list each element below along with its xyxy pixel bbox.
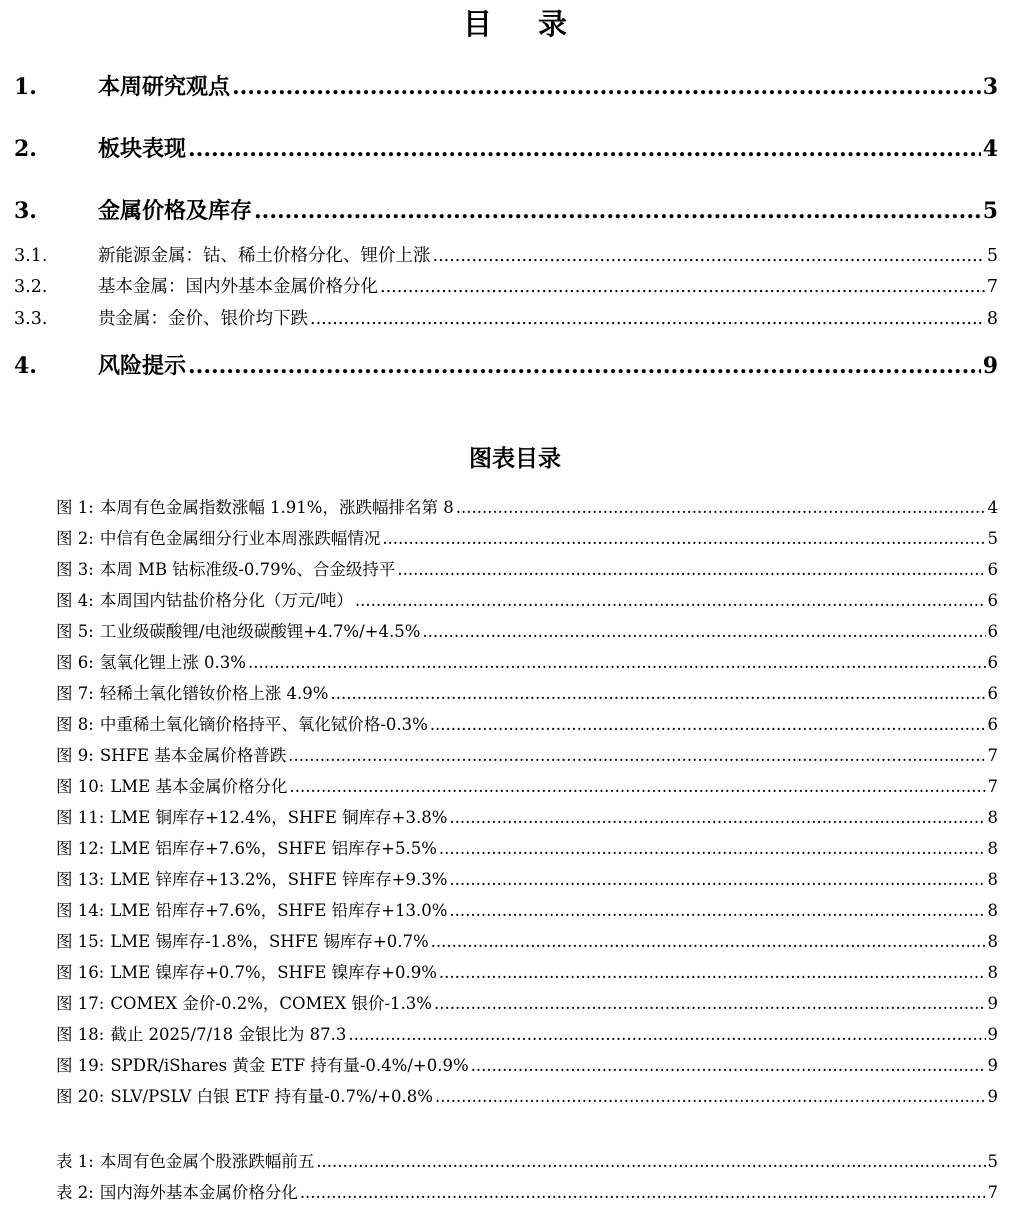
toc-subentry[interactable] <box>14 242 998 267</box>
figure-entry[interactable] <box>56 928 998 952</box>
figure-caption: 氢氧化锂上涨 0.3% <box>99 653 246 672</box>
toc-entry[interactable] <box>14 132 998 163</box>
dot-leader <box>439 839 986 858</box>
table-page: 5 <box>987 1152 998 1171</box>
table-page: 7 <box>987 1183 998 1202</box>
toc-entry-text: 金属价格及库存 <box>98 198 253 224</box>
figure-caption: 工业级碳酸锂/电池级碳酸锂+4.7%/+4.5% <box>99 622 421 641</box>
figure-entry[interactable] <box>56 866 998 890</box>
table-caption: 本周有色金属个股涨跌幅前五 <box>99 1152 315 1171</box>
figure-entry[interactable] <box>56 835 998 859</box>
figure-caption: 轻稀土氧化镨钕价格上涨 4.9% <box>99 684 329 703</box>
figure-number: 图 2: <box>56 529 94 548</box>
figure-entry[interactable] <box>56 494 998 518</box>
figure-caption: LME 铝库存+7.6%，SHFE 铝库存+5.5% <box>110 839 437 858</box>
dot-leader <box>382 529 985 548</box>
toc-entry[interactable] <box>14 70 998 101</box>
figure-caption: 本周 MB 钴标准级-0.79%、合金级持平 <box>99 560 396 579</box>
figure-page: 6 <box>987 715 998 734</box>
table-entry[interactable] <box>56 1179 998 1203</box>
toc-title: 目 录 <box>462 7 586 41</box>
figure-entry[interactable] <box>56 742 998 766</box>
figure-caption: LME 基本金属价格分化 <box>110 777 288 796</box>
figure-page: 9 <box>987 1025 998 1044</box>
figure-number: 图 7: <box>56 684 94 703</box>
dot-leader <box>456 498 986 517</box>
dot-leader <box>316 1152 985 1171</box>
figure-number: 图 5: <box>56 622 94 641</box>
dot-leader <box>431 932 986 951</box>
figure-entry[interactable] <box>56 959 998 983</box>
figure-page: 7 <box>987 746 998 765</box>
toc-subentry[interactable] <box>14 273 998 298</box>
figure-entry[interactable] <box>56 525 998 549</box>
figure-entry[interactable] <box>56 711 998 735</box>
toc-entry-number: 3. <box>14 198 37 224</box>
toc-subentry[interactable] <box>14 305 998 330</box>
toc-entry-number: 1. <box>14 74 37 100</box>
figure-caption: LME 锌库存+13.2%，SHFE 锌库存+9.3% <box>110 870 448 889</box>
figure-page: 8 <box>987 870 998 889</box>
toc-entry-number: 4. <box>14 353 37 379</box>
toc-entry-text: 贵金属：金价、银价均下跌 <box>98 309 308 329</box>
dot-leader <box>188 353 981 379</box>
figure-number: 图 16: <box>56 963 105 982</box>
figure-entry[interactable] <box>56 556 998 580</box>
toc-entry-number: 3.1. <box>14 246 48 266</box>
figure-number: 图 15: <box>56 932 105 951</box>
figure-page: 9 <box>987 1056 998 1075</box>
figure-caption: SHFE 基本金属价格普跌 <box>99 746 287 765</box>
figure-caption: 中重稀土氧化镝价格持平、氧化铽价格-0.3% <box>99 715 428 734</box>
toc-entry-text: 本周研究观点 <box>98 74 231 100</box>
figure-page: 7 <box>987 777 998 796</box>
dot-leader <box>355 591 986 610</box>
figure-caption: 本周有色金属指数涨幅 1.91%，涨跌幅排名第 8 <box>99 498 454 517</box>
figure-caption: SPDR/iShares 黄金 ETF 持有量-0.4%/+0.9% <box>110 1056 469 1075</box>
dot-leader <box>471 1056 986 1075</box>
figure-entry[interactable] <box>56 773 998 797</box>
figure-page: 4 <box>987 498 998 517</box>
figures-list-title: 图表目录 <box>469 445 561 472</box>
figure-page: 8 <box>987 932 998 951</box>
figure-page: 6 <box>987 684 998 703</box>
toc-entry-page: 4 <box>982 136 998 162</box>
figure-page: 6 <box>987 591 998 610</box>
dot-leader <box>449 870 985 889</box>
figure-number: 图 4: <box>56 591 94 610</box>
figure-page: 6 <box>987 622 998 641</box>
figure-caption: LME 锡库存-1.8%，SHFE 锡库存+0.7% <box>110 932 429 951</box>
toc-entry-page: 5 <box>982 198 998 224</box>
table-entry[interactable] <box>56 1148 998 1172</box>
figure-number: 图 18: <box>56 1025 105 1044</box>
toc-entry-page: 3 <box>982 74 998 100</box>
figure-page: 8 <box>987 808 998 827</box>
dot-leader <box>449 901 985 920</box>
figure-entry[interactable] <box>56 680 998 704</box>
figure-caption: SLV/PSLV 白银 ETF 持有量-0.7%/+0.8% <box>110 1087 433 1106</box>
dot-leader <box>289 777 985 796</box>
toc-entry-text: 板块表现 <box>98 136 187 162</box>
toc-entry-number: 3.3. <box>14 309 48 329</box>
dot-leader <box>300 1183 986 1202</box>
toc-entry-number: 3.2. <box>14 277 48 297</box>
figure-entry[interactable] <box>56 804 998 828</box>
toc-entry-text: 新能源金属：钴、稀土价格分化、锂价上涨 <box>98 246 431 266</box>
figure-page: 8 <box>987 963 998 982</box>
dot-leader <box>330 684 985 703</box>
figure-number: 图 1: <box>56 498 94 517</box>
toc-entry-number: 2. <box>14 136 37 162</box>
figure-caption: 本周国内钴盐价格分化（万元/吨） <box>99 591 353 610</box>
toc-entry[interactable] <box>14 194 998 225</box>
figure-caption: COMEX 金价-0.2%，COMEX 银价-1.3% <box>110 994 432 1013</box>
dot-leader <box>439 963 986 982</box>
figure-page: 8 <box>987 839 998 858</box>
figure-entry[interactable] <box>56 897 998 921</box>
figure-number: 图 20: <box>56 1087 105 1106</box>
figure-page: 8 <box>987 901 998 920</box>
figure-number: 图 9: <box>56 746 94 765</box>
toc-entry-text: 基本金属：国内外基本金属价格分化 <box>98 277 378 297</box>
figure-page: 5 <box>987 529 998 548</box>
dot-leader <box>433 246 985 266</box>
dot-leader <box>422 622 985 641</box>
toc-entry-page: 7 <box>986 277 998 297</box>
figure-number: 图 10: <box>56 777 105 796</box>
dot-leader <box>430 715 986 734</box>
dot-leader <box>254 198 981 224</box>
figure-number: 图 3: <box>56 560 94 579</box>
dot-leader <box>397 560 985 579</box>
figure-page: 9 <box>987 994 998 1013</box>
table-number: 表 1: <box>56 1152 94 1171</box>
table-caption: 国内海外基本金属价格分化 <box>99 1183 298 1202</box>
dot-leader <box>188 136 981 162</box>
dot-leader <box>434 994 986 1013</box>
figure-page: 9 <box>987 1087 998 1106</box>
figure-entry[interactable] <box>56 649 998 673</box>
figure-number: 图 6: <box>56 653 94 672</box>
dot-leader <box>449 808 985 827</box>
toc-entry-page: 5 <box>986 246 998 266</box>
figure-number: 图 8: <box>56 715 94 734</box>
figure-entry[interactable] <box>56 990 998 1014</box>
figure-caption: LME 铅库存+7.6%，SHFE 铅库存+13.0% <box>110 901 448 920</box>
toc-entry[interactable] <box>14 349 998 380</box>
figure-caption: 中信有色金属细分行业本周涨跌幅情况 <box>99 529 381 548</box>
dot-leader <box>248 653 986 672</box>
dot-leader <box>310 309 985 329</box>
figure-entry[interactable] <box>56 1021 998 1045</box>
toc-entry-page: 9 <box>982 353 998 379</box>
figure-entry[interactable] <box>56 587 998 611</box>
dot-leader <box>232 74 981 100</box>
figure-caption: 截止 2025/7/18 金银比为 87.3 <box>110 1025 347 1044</box>
figure-number: 图 13: <box>56 870 105 889</box>
table-number: 表 2: <box>56 1183 94 1202</box>
figure-entry[interactable] <box>56 1083 998 1107</box>
figure-page: 6 <box>987 560 998 579</box>
figure-number: 图 14: <box>56 901 105 920</box>
dot-leader <box>435 1087 986 1106</box>
figure-number: 图 17: <box>56 994 105 1013</box>
toc-entry-page: 8 <box>986 309 998 329</box>
toc-entry-text: 风险提示 <box>98 353 187 379</box>
figure-page: 6 <box>987 653 998 672</box>
dot-leader <box>348 1025 985 1044</box>
figure-number: 图 19: <box>56 1056 105 1075</box>
dot-leader <box>288 746 985 765</box>
figure-number: 图 12: <box>56 839 105 858</box>
figure-caption: LME 镍库存+0.7%，SHFE 镍库存+0.9% <box>110 963 437 982</box>
figure-entry[interactable] <box>56 1052 998 1076</box>
figure-caption: LME 铜库存+12.4%，SHFE 铜库存+3.8% <box>110 808 448 827</box>
dot-leader <box>380 277 985 297</box>
figure-number: 图 11: <box>56 808 105 827</box>
figure-entry[interactable] <box>56 618 998 642</box>
